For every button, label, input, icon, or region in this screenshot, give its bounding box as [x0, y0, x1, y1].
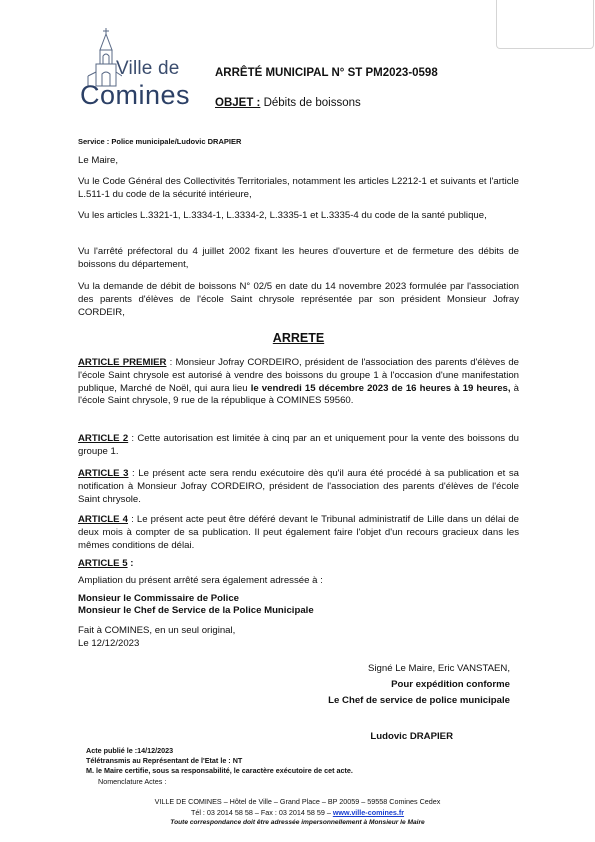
logo-ville-de: Ville de — [116, 58, 180, 79]
vu-paragraph-2: Vu les articles L.3321-1, L.3334-1, L.3334-2, L.3335-1 et L.3335-4 du code de la santé publique, — [78, 210, 487, 221]
signatory-name: Ludovic DRAPIER — [370, 731, 453, 742]
object-text: Débits de boissons — [260, 97, 361, 109]
article-4-label: ARTICLE 4 — [78, 514, 129, 525]
article-5-text: : — [127, 558, 134, 569]
article-4-text: : Le présent acte peut être déféré devant le Tribunal administratif de Lille dans un délai de deux mois à compter de sa publication. Il peut également faire l'objet d'un recours gracieux dans les mêmes conditions de délai. — [78, 514, 519, 551]
article-1-text: : Monsieur Jofray CORDEIRO, président de l'association des parents d'élèves de l'école Saint chrysole est autorisé à vendre des boissons du groupe 1 à l'occasion d'une manifestation publique, Marché de Noël, qui aura lieu — [78, 357, 519, 394]
footer-notice: Toute correspondance doit être adressée impersonnellement à Monsieur le Maire — [170, 819, 425, 826]
object-label: OBJET : — [215, 97, 261, 109]
article-2 — [78, 433, 519, 459]
footer-address: VILLE DE COMINES – Hôtel de Ville – Grand Place – BP 20059 – 59558 Comines Cedex — [154, 797, 441, 806]
nomenclature-line: Nomenclature Actes : — [98, 777, 167, 786]
article-3-label: ARTICLE 3 — [78, 468, 129, 479]
service-line: Service : Police municipale/Ludovic DRAPIER — [78, 137, 242, 146]
city-logo — [80, 28, 200, 110]
recipient-1: Monsieur le Commissaire de Police — [78, 593, 240, 604]
article-1 — [78, 357, 519, 408]
signature-line-1: Signé Le Maire, Eric VANSTAEN, — [368, 663, 510, 674]
decree-title: ARRÊTÉ MUNICIPAL N° ST PM2023-0598 — [215, 67, 438, 79]
object-line — [215, 97, 361, 109]
vu-paragraph-4: Vu la demande de débit de boissons N° 02/5 en date du 14 novembre 2023 formulée par l'association des parents d'élèves de l'école Saint chrysole représentée par son président Monsieur Jofray CORDEIR, — [78, 281, 519, 318]
article-2-label: ARTICLE 2 — [78, 433, 129, 444]
transmission-line: Télétransmis au Représentant de l'Etat le : NT — [86, 756, 243, 765]
ampliation-intro: Ampliation du présent arrêté sera également adressée à : — [78, 575, 323, 586]
article-2-text: : Cette autorisation est limitée à cinq par an et uniquement pour la vente des boissons du groupe 1. — [78, 433, 520, 457]
vu-paragraph-3: Vu l'arrêté préfectoral du 4 juillet 2002 fixant les heures d'ouverture et de fermeture des débits de boissons du département, — [78, 246, 519, 270]
article-5 — [78, 558, 519, 571]
recipient-2: Monsieur le Chef de Service de la Police Municipale — [78, 605, 314, 616]
le-maire: Le Maire, — [78, 155, 118, 166]
article-1-label: ARTICLE PREMIER — [78, 357, 167, 368]
article-1-date: le vendredi 15 décembre 2023 de 16 heures à 19 heures, — [250, 382, 511, 394]
article-3 — [78, 468, 519, 506]
signature-line-3: Le Chef de service de police municipale — [328, 695, 510, 706]
signature-line-2: Pour expédition conforme — [391, 679, 510, 690]
article-5-label: ARTICLE 5 — [78, 558, 128, 569]
logo-comines: Comines — [80, 80, 191, 110]
article-3-text: : Le présent acte sera rendu exécutoire dès qu'il aura été procédé à sa publication et sa notification à Monsieur Jofray CORDEIRO, président de l'association des parents d'élèves de l'école Saint chrysole. — [78, 468, 519, 505]
fait-a: Fait à COMINES, en un seul original, — [78, 625, 236, 636]
certification-line: M. le Maire certifie, sous sa responsabilité, le caractère exécutoire de cet acte. — [86, 766, 353, 775]
article-4 — [78, 514, 519, 552]
footer-phone-fax: Tél : 03 2014 58 58 – Fax : 03 2014 58 59 – — [190, 808, 333, 817]
vu-paragraph-1: Vu le Code Général des Collectivités Territoriales, notamment les articles L2212-1 et suivants et l'article L.511-1 du code de la sécurité intérieure, — [78, 176, 519, 200]
publication-date: Acte publié le :14/12/2023 — [86, 746, 174, 755]
website-link[interactable]: www.ville-comines.fr — [332, 808, 405, 817]
article-1-place: à l'école Saint chrysole, 9 rue de la république à COMINES 59560. — [78, 382, 519, 407]
footer-contact — [0, 808, 595, 817]
arrete-heading: ARRETE — [272, 331, 325, 345]
fait-date: Le 12/12/2023 — [78, 638, 140, 649]
stamp-box — [496, 0, 594, 49]
